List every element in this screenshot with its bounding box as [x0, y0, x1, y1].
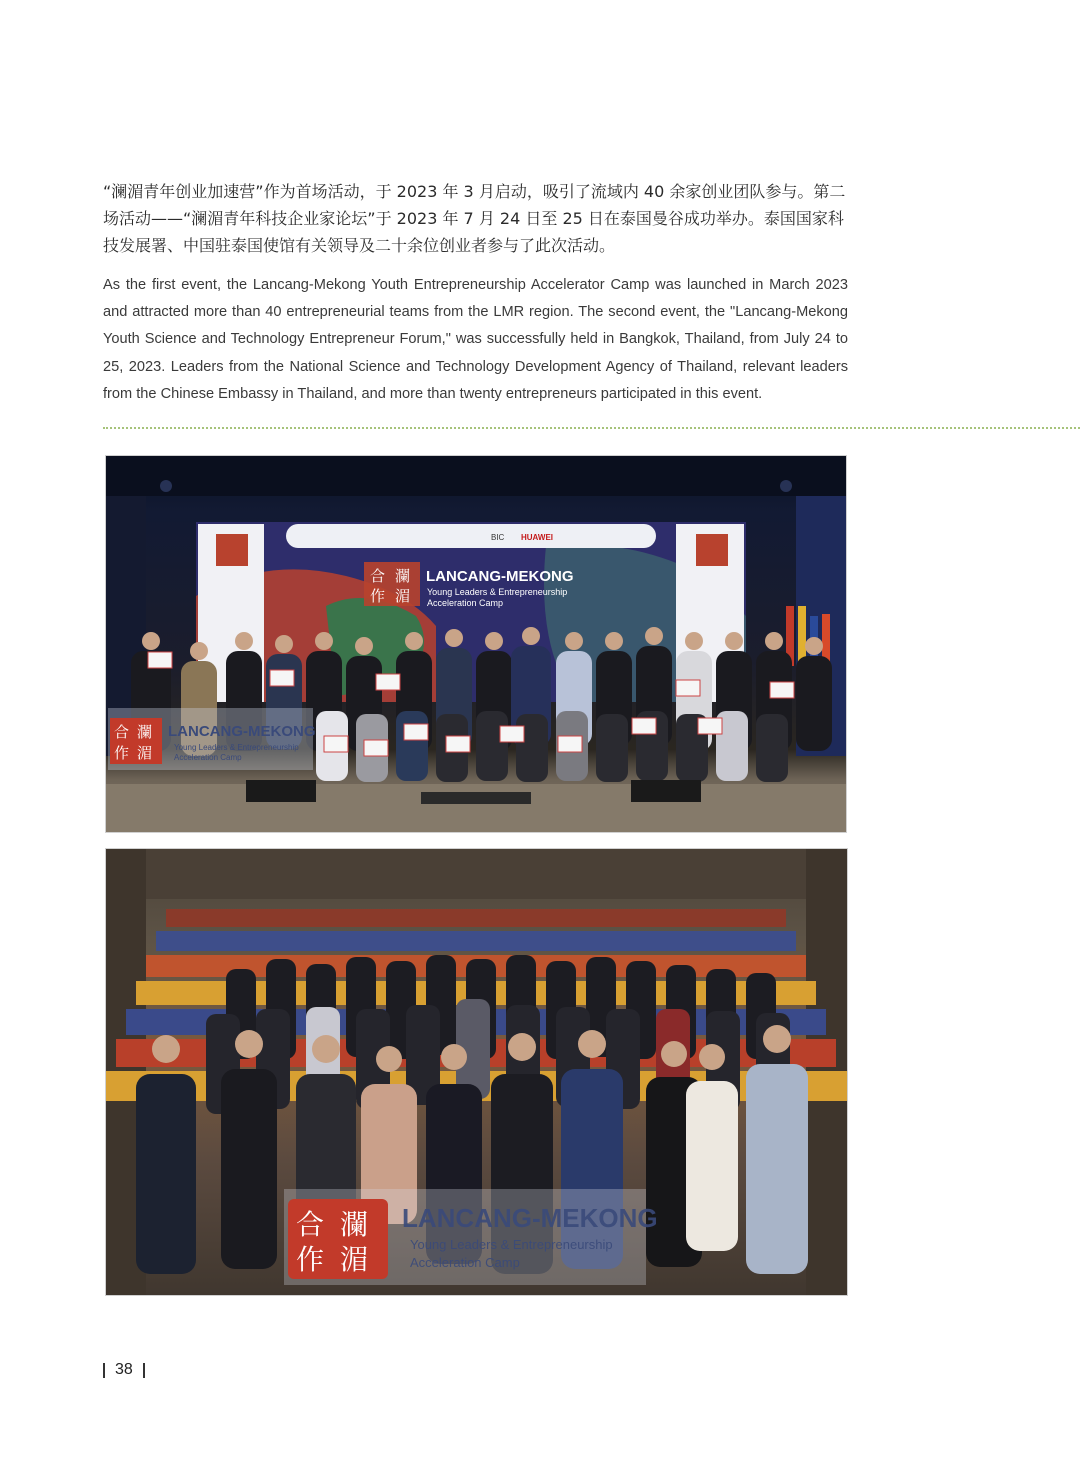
auditorium-logo-char-2: 瀾	[340, 1208, 369, 1241]
page-number: 38	[115, 1361, 133, 1378]
dotted-divider	[103, 427, 1080, 429]
auditorium-sign-subtitle-2: Acceleration Camp	[410, 1255, 520, 1270]
auditorium-group-photo	[105, 848, 848, 1296]
page-footer	[103, 1358, 145, 1382]
stage-logo-char-4: 湄	[395, 587, 411, 605]
stage-banner-subtitle-1: Young Leaders & Entrepreneurship	[427, 587, 568, 597]
sign-logo-char-3: 作	[114, 744, 130, 762]
sign-title: LANCANG-MEKONG	[168, 723, 316, 740]
auditorium-logo-char-3: 作	[296, 1243, 325, 1276]
footer-bar-left	[103, 1363, 105, 1378]
auditorium-sign-title: LANCANG-MEKONG	[402, 1203, 658, 1233]
auditorium-logo-char-4: 湄	[340, 1243, 369, 1276]
stage-logo-char-2: 瀾	[395, 567, 411, 585]
sponsor-bic: BIC	[491, 533, 505, 542]
stage-banner-subtitle-2: Acceleration Camp	[427, 598, 504, 608]
english-paragraph: As the first event, the Lancang-Mekong Youth Entrepreneurship Accelerator Camp was launched in March 2023 and attracted more than 40 entrepreneurial teams from the LMR region. The second event, the "Lancang-Mekong Youth Science and Technology Entrepreneur Forum," was successfully held in Bangkok, Thailand, from July 24 to 25, 2023. Leaders from the National Science and Technology Development Agency of Thailand, relevant leaders from the Chinese Embassy in Thailand, and more than twenty entrepreneurs participated in this event.	[103, 277, 848, 402]
stage-group-photo	[105, 455, 847, 833]
auditorium-logo-char-1: 合	[296, 1208, 325, 1241]
sign-subtitle-2: Acceleration Camp	[174, 753, 242, 762]
stage-logo-char-3: 作	[370, 587, 386, 605]
sponsor-huawei: HUAWEI	[521, 533, 553, 542]
chinese-paragraph: “澜湄青年创业加速营”作为首场活动，于 2023 年 3 月启动，吸引了流域内 40 余家创业团队参与。第二场活动——“澜湄青年科技企业家论坛”于 2023 年 7 月 24 日至 25 日在泰国曼谷成功举办。泰国国家科技发展署、中国驻泰国使馆有关领导及二十余位创业者参与了此次活动。	[103, 182, 846, 255]
sign-subtitle-1: Young Leaders & Entrepreneurship	[174, 743, 299, 752]
sign-logo-char-2: 瀾	[137, 723, 153, 741]
footer-bar-right	[143, 1363, 145, 1378]
stage-logo-char-1: 合	[370, 567, 386, 585]
sign-logo-char-4: 湄	[137, 744, 153, 762]
stage-photo-illustration	[106, 456, 846, 832]
auditorium-sign-subtitle-1: Young Leaders & Entrepreneurship	[410, 1237, 613, 1252]
stage-banner-title: LANCANG-MEKONG	[426, 568, 574, 585]
auditorium-photo-illustration	[106, 849, 847, 1295]
sign-logo-char-1: 合	[114, 723, 130, 741]
